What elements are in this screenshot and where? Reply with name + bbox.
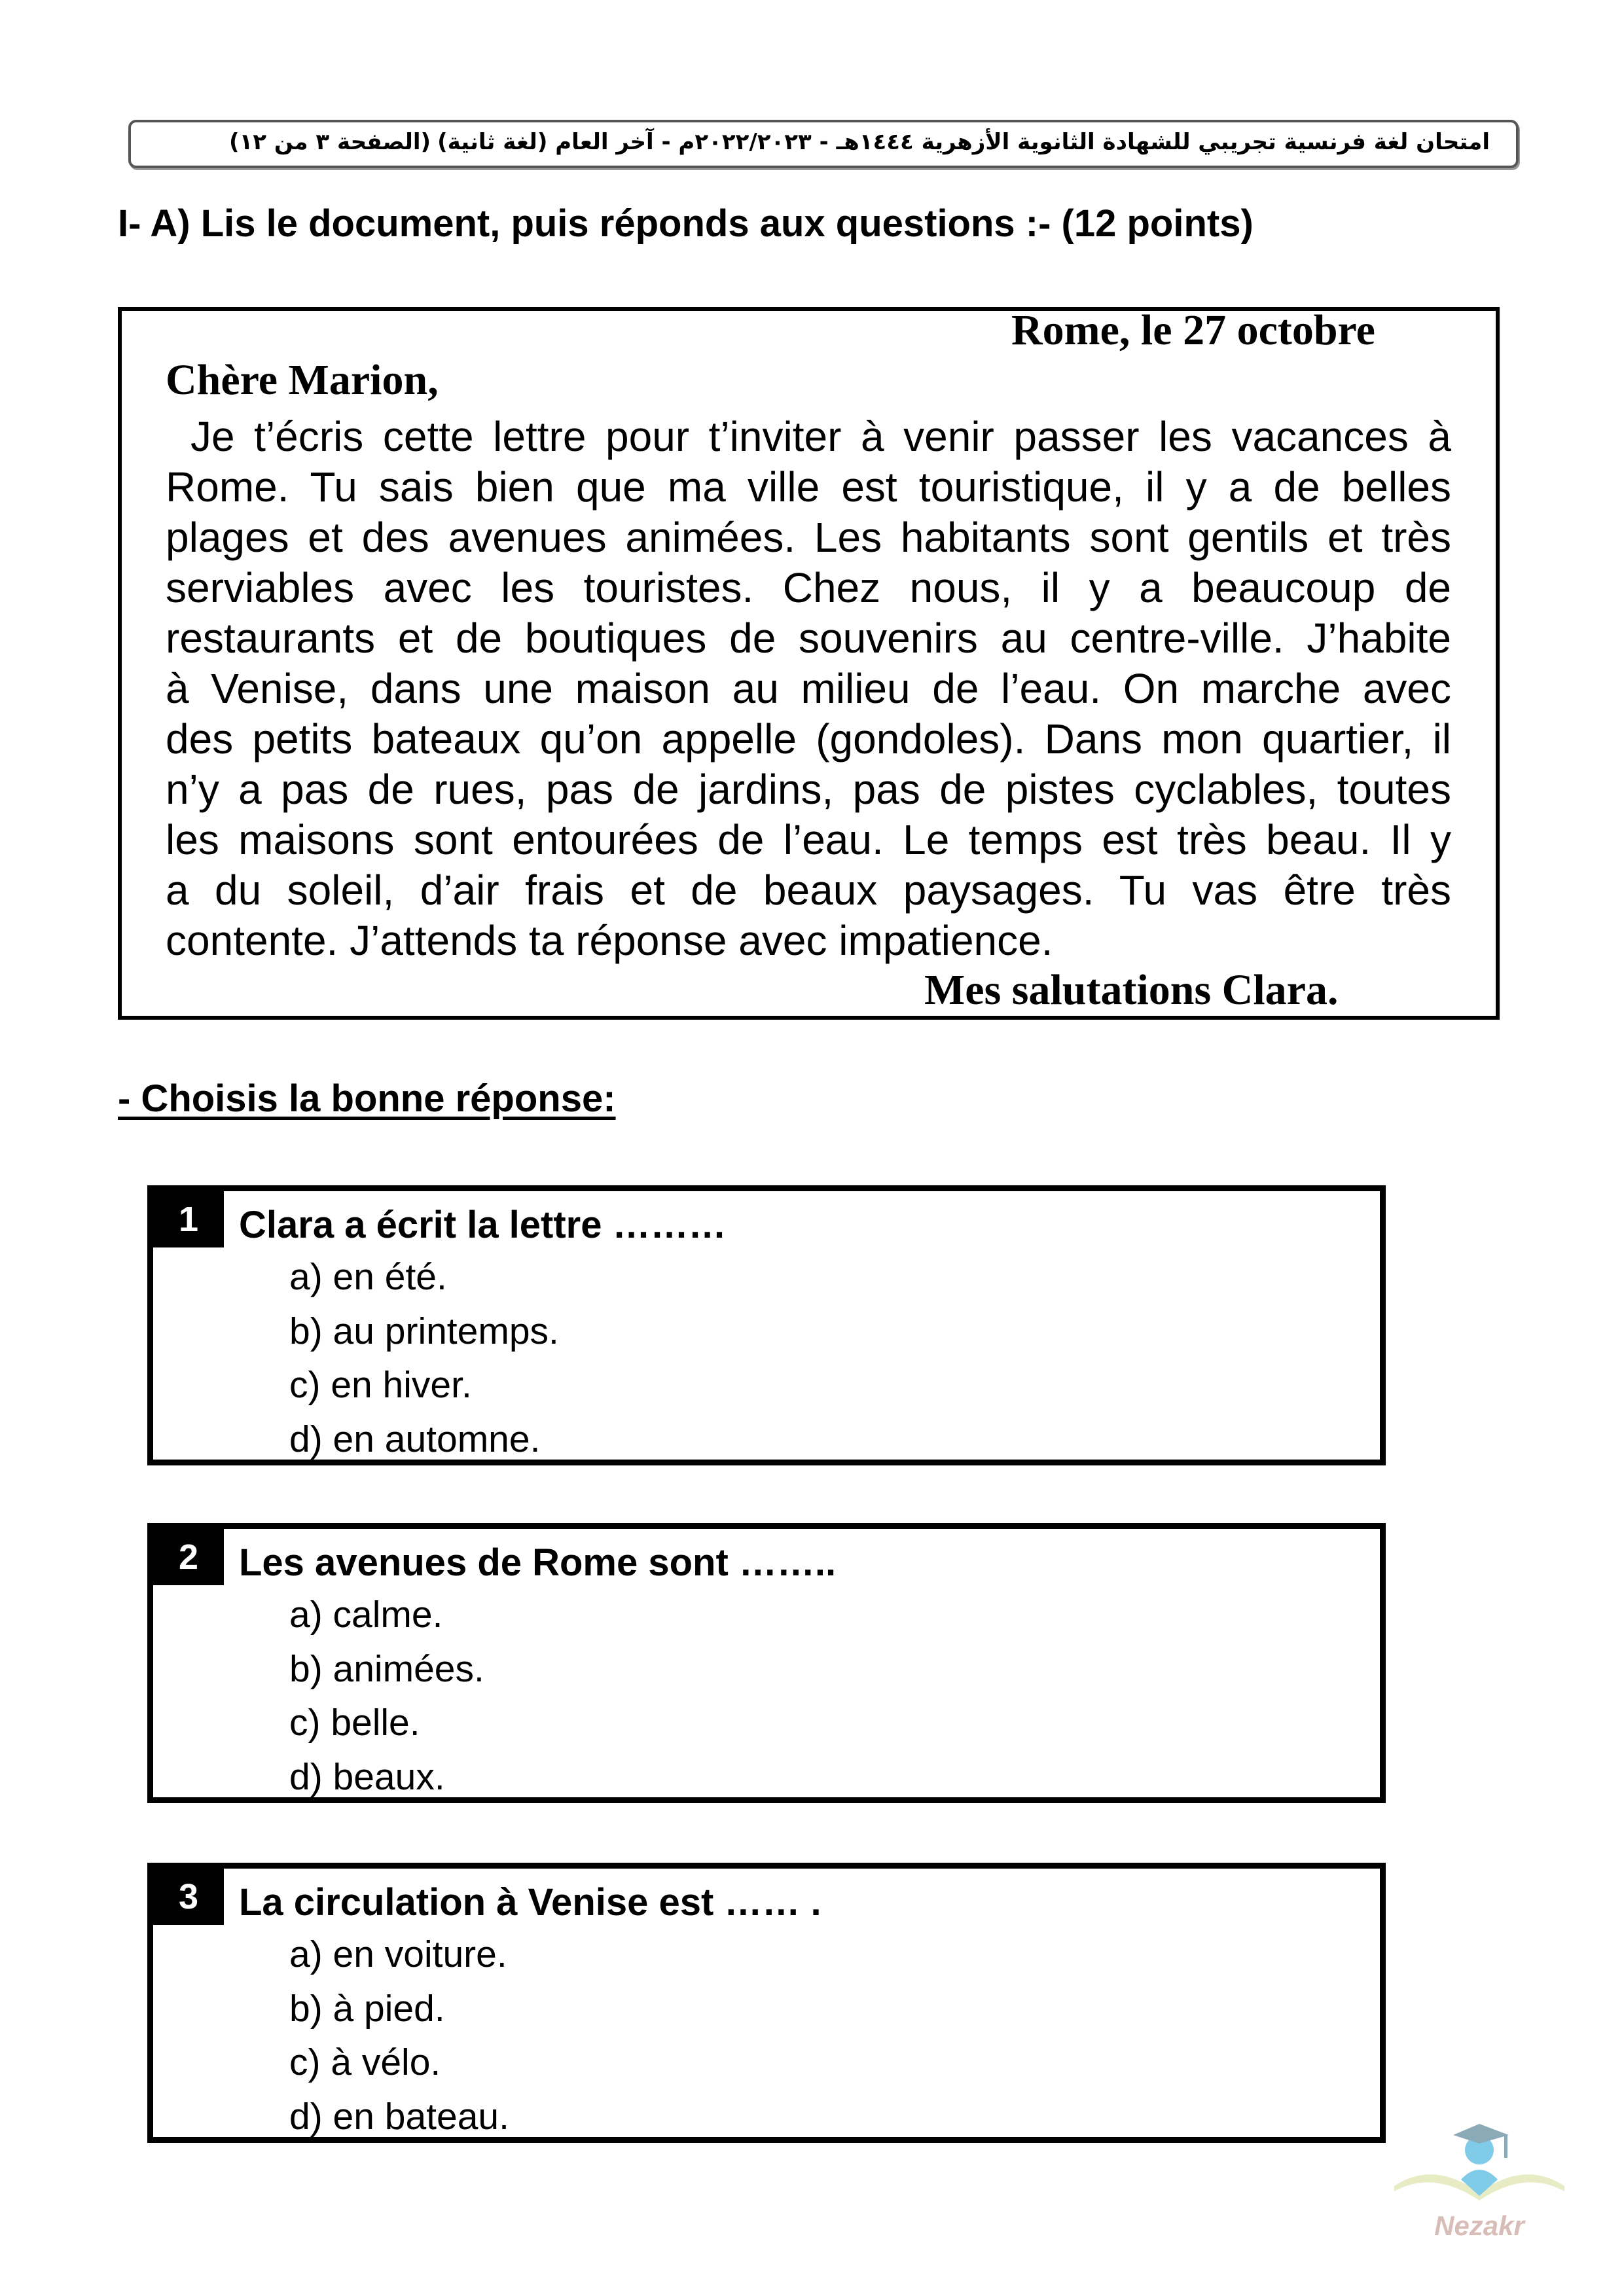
letter-line: plages et des avenues animées. Les habitants sont gentils et très [166, 514, 1451, 561]
letter-line: Rome. Tu sais bien que ma ville est touristique, il y a de belles [166, 463, 1451, 511]
question-number: 3 [153, 1869, 224, 1925]
section-title: I- A) Lis le document, puis réponds aux questions :- (12 points) [118, 202, 1254, 245]
letter-box [118, 307, 1500, 1020]
answer-option[interactable]: a) en voiture. [289, 1933, 507, 1975]
letter-line: à Venise, dans une maison au milieu de l’eau. On marche avec [166, 665, 1451, 712]
answer-option[interactable]: c) belle. [289, 1702, 420, 1744]
question-text: Clara a écrit la lettre ……… [239, 1204, 727, 1246]
letter-line: n’y a pas de rues, pas de jardins, pas de pistes cyclables, toutes [166, 766, 1451, 813]
answer-option[interactable]: b) à pied. [289, 1988, 445, 2030]
answer-option[interactable]: d) en automne. [289, 1418, 541, 1460]
letter-line: restaurants et de boutiques de souvenirs au centre-ville. J’habite [166, 615, 1451, 662]
svg-text:Nezakr: Nezakr [1434, 2210, 1525, 2241]
answer-option[interactable]: c) à vélo. [289, 2041, 441, 2083]
page-number: (الصفحة ٣ من ١٢) [229, 129, 431, 155]
answer-option[interactable]: a) en été. [289, 1256, 447, 1298]
letter-line: Je t’écris cette lettre pour t’inviter à venir passer les vacances à [190, 413, 1451, 460]
nezakr-logo [1381, 2114, 1578, 2245]
answer-option[interactable]: b) animées. [289, 1648, 484, 1690]
question-text: Les avenues de Rome sont …….. [239, 1541, 837, 1584]
letter-line: serviables avec les touristes. Chez nous, il y a beaucoup de [166, 564, 1451, 611]
answer-option[interactable]: d) en bateau. [289, 2096, 509, 2138]
exam-title: امتحان لغة فرنسية تجريبي للشهادة الثانوية الأزهرية ١٤٤٤هـ - ٢٠٢٢/٢٠٢٣م - آخر العام (لغة ثانية) [437, 129, 1490, 155]
question-box [147, 1185, 1386, 1465]
exam-header [128, 120, 1519, 168]
letter-line: des petits bateaux qu’on appelle (gondoles). Dans mon quartier, il [166, 715, 1451, 762]
answer-option[interactable]: c) en hiver. [289, 1364, 472, 1406]
letter-date: Rome, le 27 octobre [1011, 306, 1375, 354]
question-box [147, 1523, 1386, 1803]
letter-greeting: Chère Marion, [166, 356, 439, 404]
question-text: La circulation à Venise est …… . [239, 1881, 821, 1924]
question-number: 2 [153, 1529, 224, 1585]
question-box [147, 1863, 1386, 2143]
letter-body [166, 412, 1451, 966]
question-number: 1 [153, 1191, 224, 1247]
letter-signature: Mes salutations Clara. [924, 966, 1339, 1014]
answer-option[interactable]: d) beaux. [289, 1756, 445, 1798]
letter-line: a du soleil, d’air frais et de beaux paysages. Tu vas être très [166, 867, 1451, 914]
instruction: - Choisis la bonne réponse: [118, 1077, 616, 1120]
answer-option[interactable]: b) au printemps. [289, 1310, 559, 1352]
answer-option[interactable]: a) calme. [289, 1594, 443, 1636]
letter-line: les maisons sont entourées de l’eau. Le temps est très beau. Il y [166, 816, 1451, 863]
letter-line: contente. J’attends ta réponse avec impatience. [166, 917, 1053, 964]
